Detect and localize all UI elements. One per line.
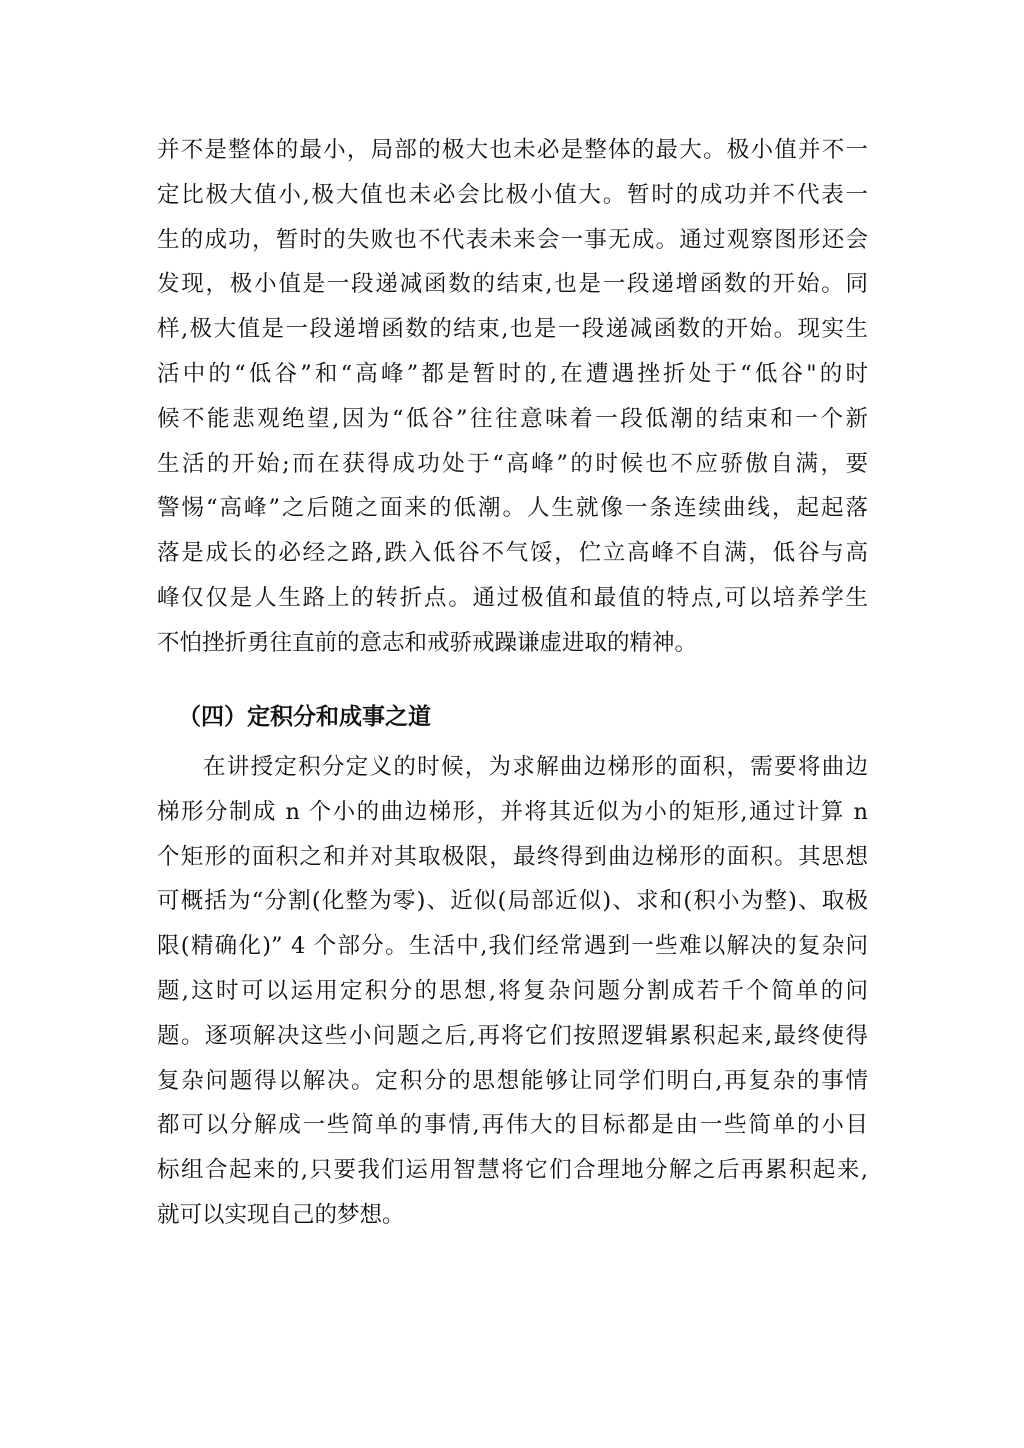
text-line: 在讲授定积分定义的时候，为求解曲边梯形的面积，需要将曲边 <box>203 754 868 780</box>
paragraph-definite-integral <box>157 745 868 1238</box>
text-line: 梯形分制成 n 个小的曲边梯形，并将其近似为小的矩形,通过计算 n <box>157 798 868 825</box>
text-line: 不怕挫折勇往直前的意志和戒骄戒躁谦虚进取的精神。 <box>157 629 698 656</box>
text-line: 生活的开始;而在获得成功处于“高峰”的时候也不应骄傲自满，要 <box>157 450 868 477</box>
text-line: 生的成功，暂时的失败也不代表未来会一事无成。通过观察图形还会 <box>157 226 868 253</box>
paragraph-extrema <box>157 128 868 666</box>
text-line: 就可以实现自己的梦想。 <box>157 1201 405 1228</box>
text-line: 样,极大值是一段递增函数的结束,也是一段递减函数的开始。现实生 <box>157 316 868 343</box>
text-line: 峰仅仅是人生路上的转折点。通过极值和最值的特点,可以培养学生 <box>157 584 868 611</box>
text-line: 都可以分解成一些简单的事情,再伟大的目标都是由一些简单的小目 <box>157 1112 868 1139</box>
text-line: 题。逐项解决这些小问题之后,再将它们按照逻辑累积起来,最终使得 <box>157 1022 868 1049</box>
text-line: 并不是整体的最小，局部的极大也未必是整体的最大。极小值并不一 <box>157 137 868 163</box>
text-line: 候不能悲观绝望,因为“低谷”往往意味着一段低潮的结束和一个新 <box>157 405 868 432</box>
text-line: 个矩形的面积之和并对其取极限，最终得到曲边梯形的面积。其思想 <box>157 843 868 870</box>
text-line: 发现，极小值是一段递减函数的结束,也是一段递增函数的开始。同 <box>157 271 868 298</box>
text-line: 可概括为“分割(化整为零)、近似(局部近似)、求和(积小为整)、取极 <box>157 888 868 915</box>
section-heading: （四）定积分和成事之道 <box>178 704 431 730</box>
text-line: 警惕“高峰”之后随之面来的低潮。人生就像一条连续曲线，起起落 <box>157 495 868 522</box>
text-line: 落是成长的必经之路,跌入低谷不气馁，伫立高峰不自满，低谷与高 <box>157 540 868 567</box>
text-line: 题,这时可以运用定积分的思想,将复杂问题分割成若千个简单的问 <box>157 977 868 1004</box>
text-line: 定比极大值小,极大值也未必会比极小值大。暂时的成功并不代表一 <box>157 181 868 208</box>
text-line: 限(精确化)” 4 个部分。生活中,我们经常遇到一些难以解决的复杂问 <box>157 933 868 960</box>
text-line: 活中的“低谷”和“高峰”都是暂时的,在遭遇挫折处于“低谷"的时 <box>157 360 868 387</box>
text-line: 复杂问题得以解决。定积分的思想能够让同学们明白,再复杂的事情 <box>157 1067 868 1094</box>
text-line: 标组合起来的,只要我们运用智慧将它们合理地分解之后再累积起来, <box>157 1157 868 1184</box>
